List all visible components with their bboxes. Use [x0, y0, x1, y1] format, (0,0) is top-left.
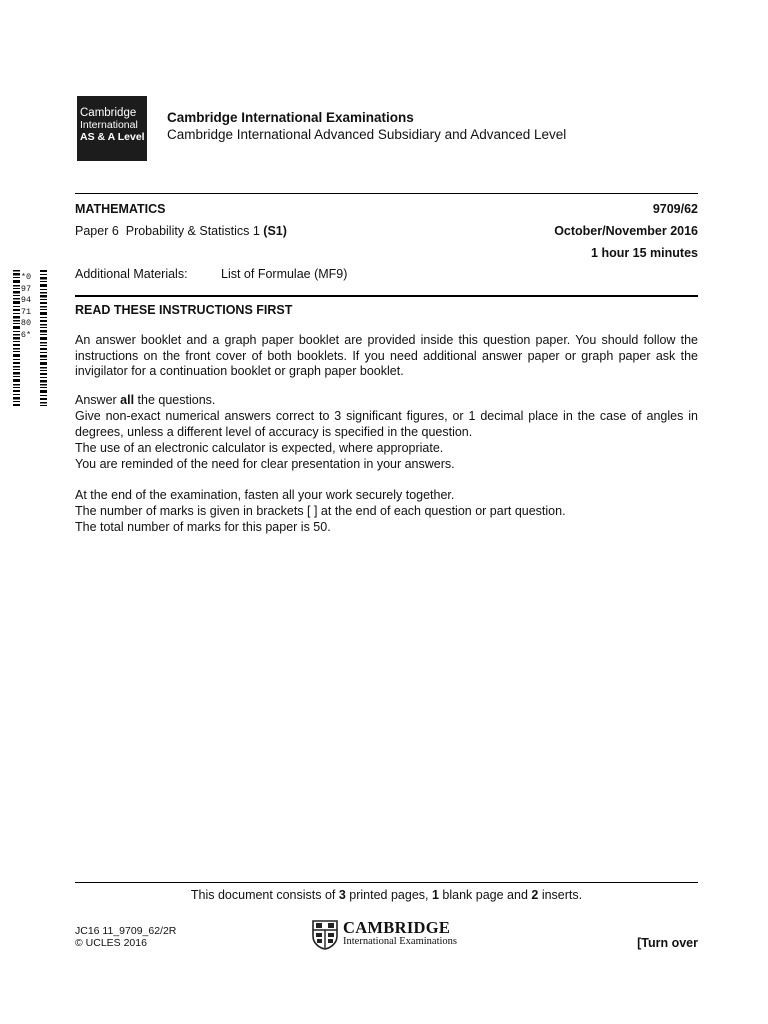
- instructions-calculator: The use of an electronic calculator is expected, where appropriate.: [75, 441, 444, 455]
- board-title: Cambridge International Examinations: [167, 110, 414, 125]
- logo-line-3: AS & A Level: [80, 130, 145, 143]
- exam-duration: 1 hour 15 minutes: [591, 246, 698, 260]
- subject: MATHEMATICS: [75, 202, 166, 216]
- materials-label: Additional Materials:: [75, 267, 188, 281]
- instructions-total-marks: The total number of marks for this paper is 50.: [75, 520, 331, 534]
- instructions-fasten: At the end of the examination, fasten all your work securely together.: [75, 488, 455, 502]
- instructions-heading: READ THESE INSTRUCTIONS FIRST: [75, 303, 293, 317]
- cambridge-wordmark: CAMBRIDGE: [343, 918, 451, 937]
- answer-bold: all: [120, 393, 135, 407]
- instructions-marks-brackets: The number of marks is given in brackets [ ] at the end of each question or part question.: [75, 504, 566, 518]
- footer-rule: [75, 882, 698, 883]
- printed-count: 3: [338, 888, 346, 902]
- blank-count: 1: [431, 888, 439, 902]
- board-subtitle: Cambridge International Advanced Subsidiary and Advanced Level: [167, 127, 567, 142]
- top-rule: [75, 193, 698, 194]
- paper-short: (S1): [263, 224, 287, 238]
- inserts-count: 2: [531, 888, 539, 902]
- instructions-accuracy: Give non-exact numerical answers correct to 3 significant figures, or 1 decimal place in the case of angles in degrees, unless a different level of accuracy is specified in the question.: [75, 409, 698, 439]
- answer-post: the questions.: [134, 393, 216, 407]
- instructions-presentation: You are reminded of the need for clear presentation in your answers.: [75, 457, 455, 471]
- inserts-post: inserts.: [538, 888, 583, 902]
- logo-line-1: Cambridge: [80, 107, 137, 119]
- cambridge-wordmark-subtitle: International Examinations: [343, 936, 458, 947]
- materials-value: List of Formulae (MF9): [221, 267, 348, 281]
- cambridge-as-a-level-logo: [77, 96, 147, 161]
- turn-over-note: [Turn over: [637, 936, 698, 950]
- paper-name-text: Paper 6 Probability & Statistics 1: [75, 224, 264, 238]
- instructions-answer-all: [75, 393, 698, 409]
- blank-mid: blank page and: [438, 888, 532, 902]
- document-reference: JC16 11_9709_62/2R: [75, 925, 177, 937]
- copyright-notice: © UCLES 2016: [75, 937, 147, 949]
- printed-mid: printed pages,: [345, 888, 432, 902]
- logo-line-2: International: [80, 118, 138, 131]
- answer-pre: Answer: [75, 393, 121, 407]
- consists-pre: This document consists of: [190, 888, 339, 902]
- barcode-digits: *0979471806*: [20, 272, 32, 340]
- document-page-count: [75, 887, 698, 903]
- paper-code: 9709/62: [652, 202, 698, 216]
- instructions-paragraph-booklets: An answer booklet and a graph paper booklet are provided inside this question paper. You should follow the instructions on the front cover of both booklets. If you need additional answer paper or graph paper ask the invigilator for a continuation booklet or graph paper booklet.: [75, 333, 698, 378]
- instructions-rule: [75, 295, 698, 297]
- paper-name: [75, 223, 287, 239]
- cambridge-crest-icon: [312, 920, 338, 950]
- exam-session: October/November 2016: [554, 224, 698, 238]
